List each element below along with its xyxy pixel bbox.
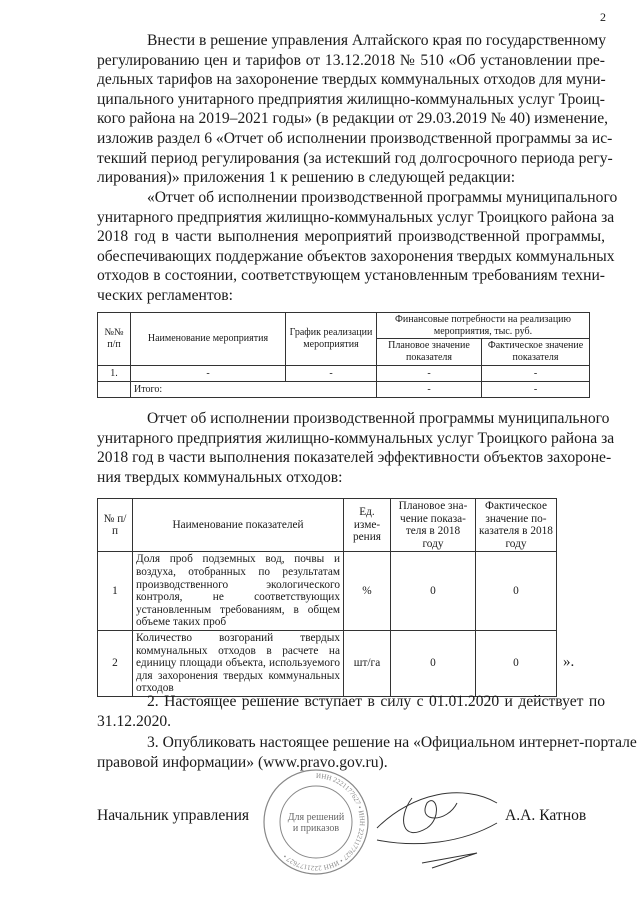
activities-table (97, 312, 590, 398)
table-row (98, 366, 590, 382)
cell: 1. (98, 366, 131, 382)
header-num: №№ п/п (98, 313, 131, 366)
cell: Доля проб подземных вод, почвы и воздуха, отобранных по результатам производственного экологического контроля, не соответствующих установленным требованиям, в общем объеме таких проб (133, 552, 344, 631)
cell: - (482, 366, 590, 382)
cell (98, 382, 131, 398)
cell: - (131, 366, 286, 382)
svg-text:Для решений: Для решений (287, 812, 345, 823)
closing-quote: ». (563, 654, 575, 670)
header-fact: Фактическое значение показателя (482, 339, 590, 366)
header-schedule: График реализации мероприятия (286, 313, 377, 366)
text-line: 2018 год в части выполнения показателей эффективности объектов захороне- (97, 449, 612, 467)
text-line: обеспечивающих поддержание объектов захоронения твердых коммунальных (97, 247, 615, 265)
handwritten-signature (372, 768, 502, 878)
header-plan: Плановое зна-чение показа-теля в 2018 году (391, 499, 476, 552)
page-number: 2 (600, 10, 606, 24)
cell: % (344, 552, 391, 631)
text-line: текший период регулирования (за истекший год долгосрочного периода регу- (97, 149, 613, 167)
text-line: дельных тарифов на захоронение твердых коммунальных отходов для муни- (97, 71, 606, 89)
indicators-table (97, 498, 557, 697)
paragraph-report-title-2 (97, 409, 615, 487)
text-line: унитарного предприятия жилищно-коммунальных услуг Троицкого района за (97, 429, 615, 447)
header-name: Наименование показателей (133, 499, 344, 552)
paragraph-report-title-1 (97, 188, 618, 306)
signer-position: Начальник управления (97, 807, 250, 824)
text-line: изложив раздел 6 «Отчет об исполнении производственной программы за ис- (97, 129, 613, 147)
header-plan: Плановое значение показателя (377, 339, 482, 366)
text-line: лирования)» приложения 1 к решению в следующей редакции: (97, 169, 516, 187)
text-line: 3. Опубликовать настоящее решение на «Официальном интернет-портале (147, 734, 637, 751)
text-line: ния твердых коммунальных отходов: (97, 468, 343, 486)
text-line: правовой информации» (www.pravo.gov.ru). (97, 753, 388, 771)
total-label: Итого: (131, 382, 377, 398)
text-line: ческих регламентов: (97, 286, 233, 304)
cell: шт/га (344, 630, 391, 696)
header-num: № п/п (98, 499, 133, 552)
cell: 0 (476, 552, 557, 631)
text-line: Внести в решение управления Алтайского края по государственному (147, 32, 607, 49)
cell: - (377, 366, 482, 382)
total-fact: - (482, 382, 590, 398)
paragraph-amendment (97, 31, 613, 188)
text-line: отходов в состоянии, соответствующем установленным требованиям техни- (97, 267, 605, 285)
svg-text:ИНН 2221177627 • ИНН 222117762: ИНН 2221177627 • ИНН 2221177627 • ИНН 2221177627 • (281, 771, 367, 873)
signer-name: А.А. Катнов (505, 807, 587, 824)
total-row (98, 382, 590, 398)
svg-text:и приказов: и приказов (292, 823, 340, 834)
text-line: 2018 год в части выполнения мероприятий производственной программы, (97, 228, 605, 246)
cell: - (286, 366, 377, 382)
total-plan: - (377, 382, 482, 398)
text-line: 31.12.2020. (97, 712, 172, 730)
text-line: «Отчет об исполнении производственной программы муниципального (147, 189, 618, 206)
cell: 0 (391, 552, 476, 631)
paragraph-publish (97, 733, 637, 772)
header-finance: Финансовые потребности на реализацию мероприятия, тыс. руб. (377, 313, 590, 339)
cell: 0 (476, 630, 557, 696)
table-row (98, 552, 557, 631)
paragraph-effective-date (97, 692, 605, 731)
cell: 1 (98, 552, 133, 631)
text-line: унитарного предприятия жилищно-коммунальных услуг Троицкого района за (97, 208, 615, 226)
text-line: регулированию цен и тарифов от 13.12.2018 № 510 «Об установлении пре- (97, 51, 605, 69)
text-line: 2. Настоящее решение вступает в силу с 01.01.2020 и действует по (147, 693, 605, 710)
cell: Количество возгораний твердых коммунальных отходов в расчете на единицу площади объекта, используемого для захоронения твердых коммунальных отходов (133, 630, 344, 696)
text-line: кого района на 2019–2021 годы» (в редакции от 29.03.2019 № 40) изменение, (97, 110, 609, 128)
text-line: ципального унитарного предприятия жилищно-коммунальных услуг Троиц- (97, 90, 605, 108)
header-fact: Фактическое значение по-казателя в 2018 году (476, 499, 557, 552)
cell: 2 (98, 630, 133, 696)
table-row (98, 630, 557, 696)
official-stamp (262, 768, 370, 876)
text-line: Отчет об исполнении производственной программы муниципального (147, 410, 610, 427)
header-name: Наименование мероприятия (131, 313, 286, 366)
cell: 0 (391, 630, 476, 696)
header-unit: Ед. изме-рения (344, 499, 391, 552)
